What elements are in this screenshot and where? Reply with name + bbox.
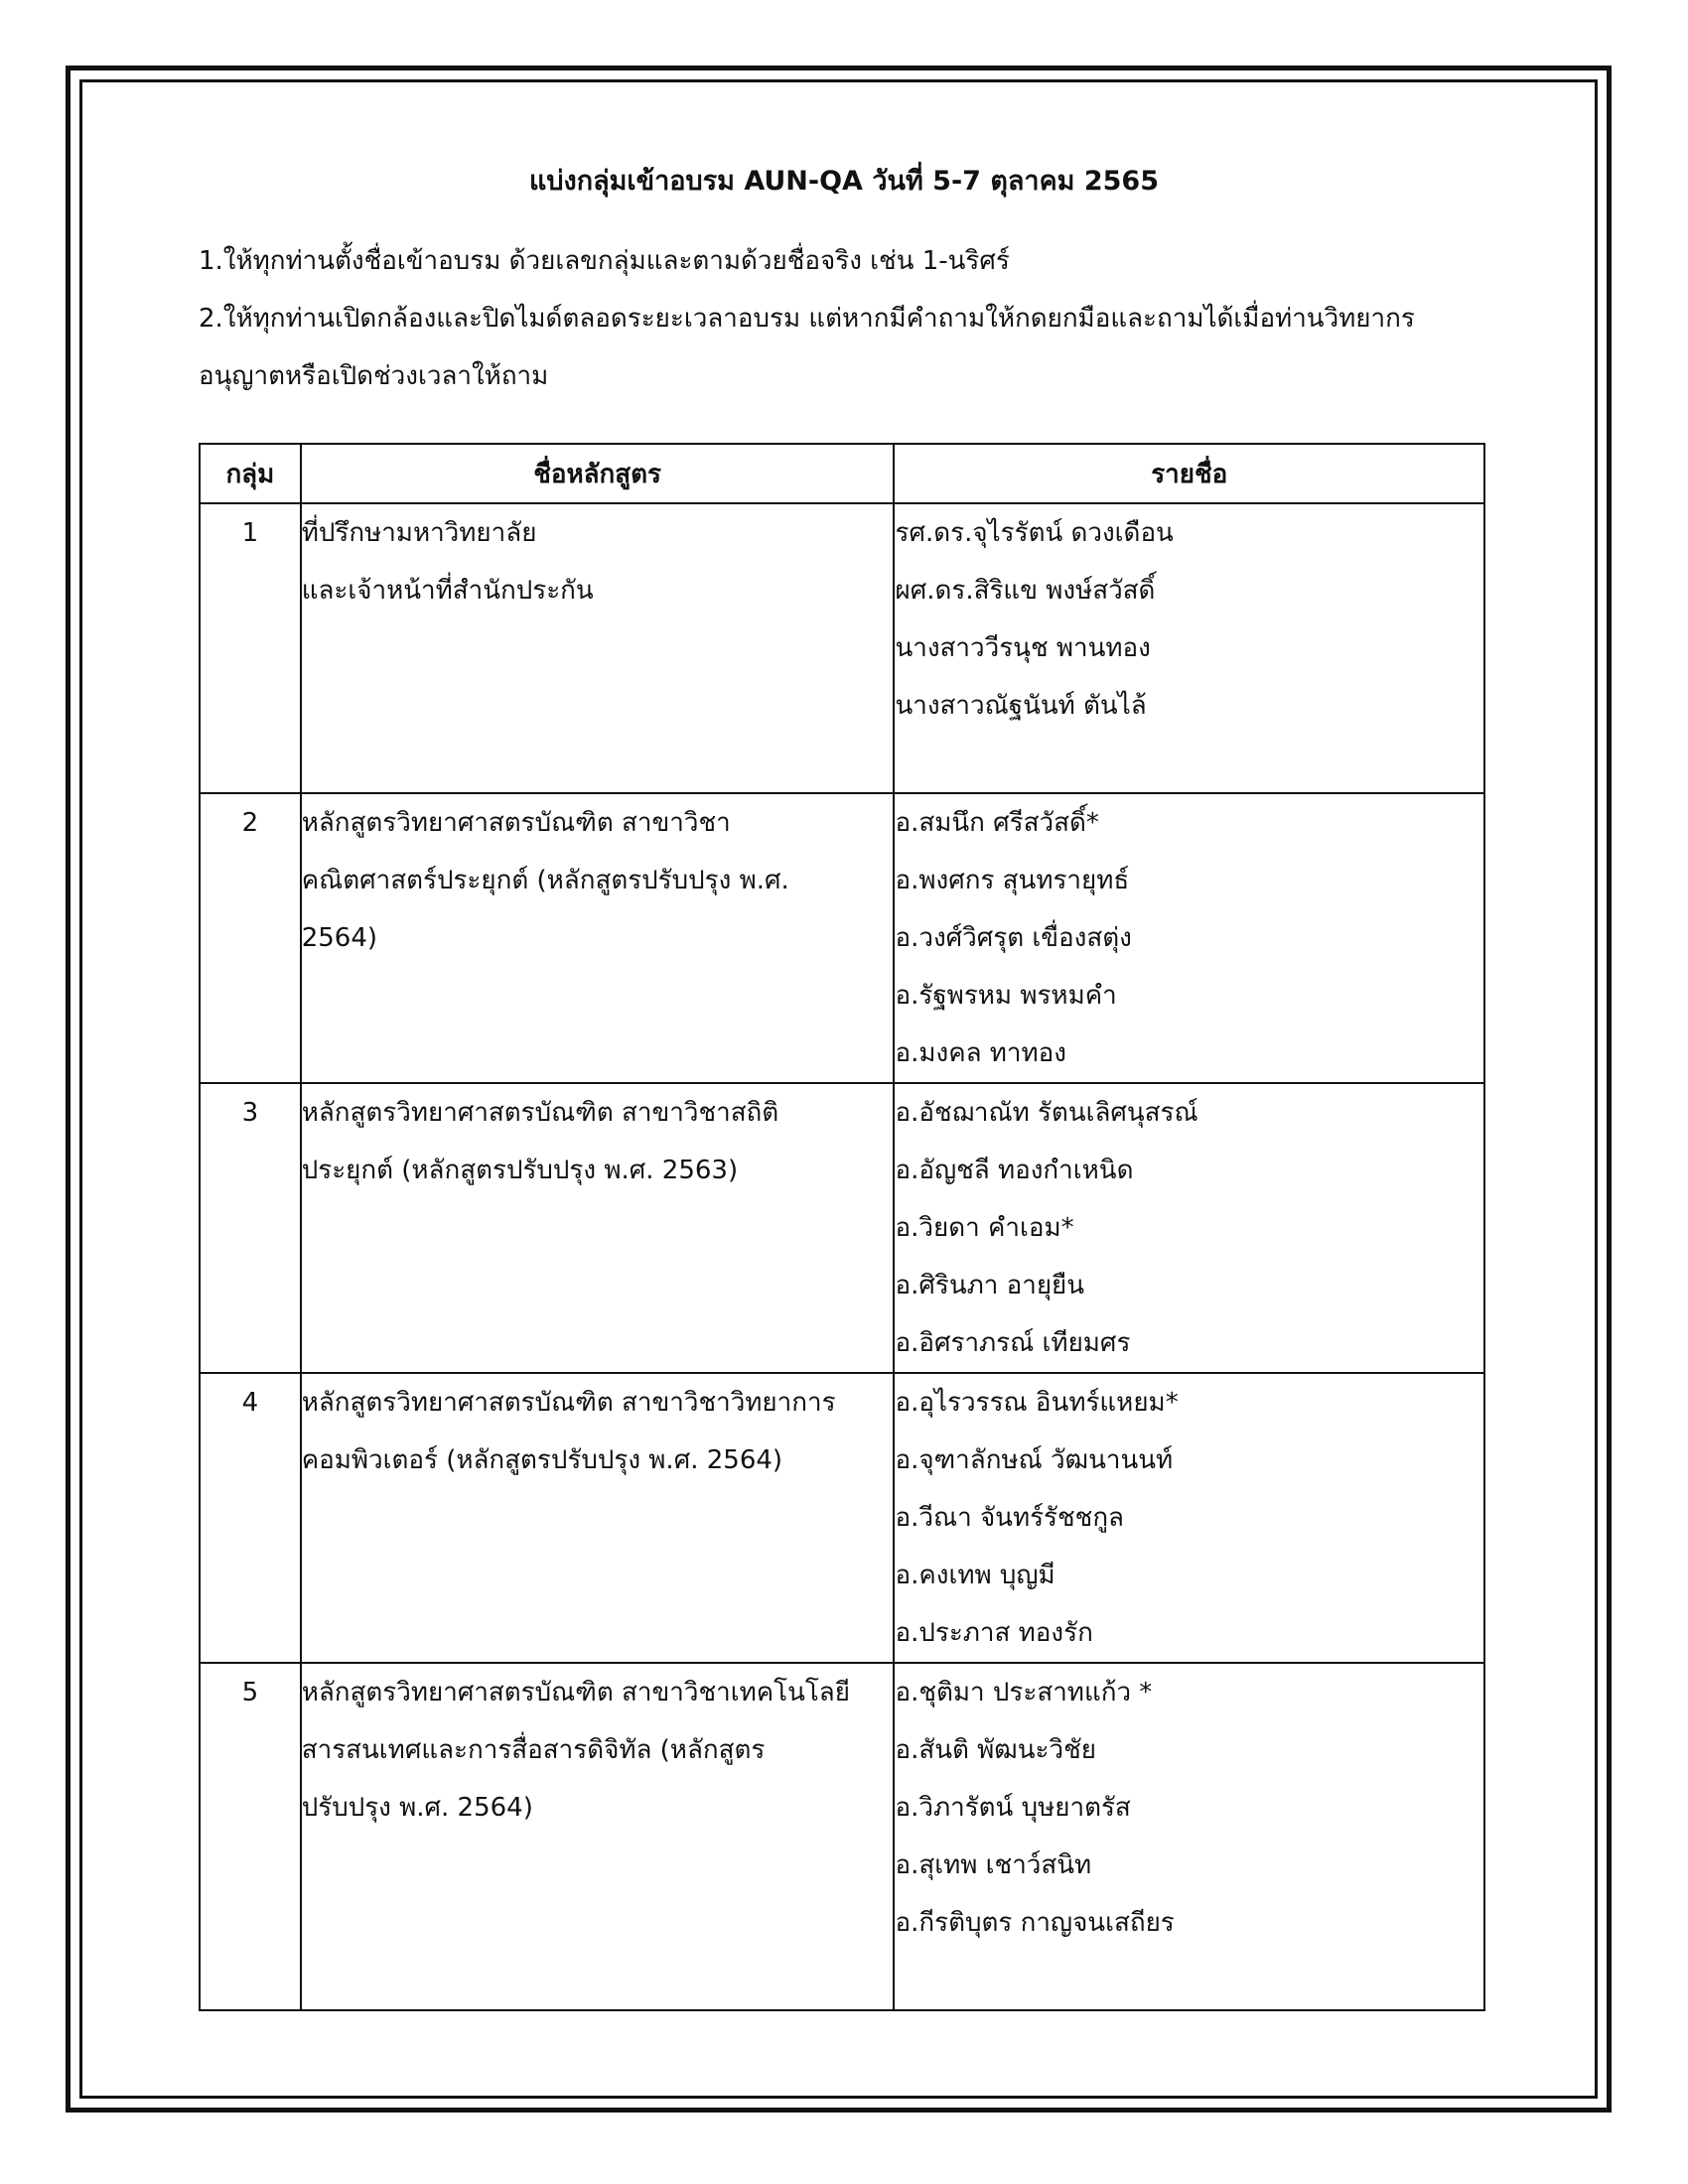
member-name: นางสาววีรนุช พานทอง	[895, 633, 1151, 663]
member-list	[894, 793, 1484, 1083]
program-name	[301, 1373, 895, 1663]
instruction-2-continued: อนุญาตหรือเปิดช่วงเวลาให้ถาม	[199, 361, 549, 391]
program-name-line: และเจ้าหน้าที่สำนักประกัน	[301, 576, 594, 606]
member-name: อ.พงศกร สุนทรายุทธ์	[895, 866, 1130, 895]
member-name: อ.รัฐพรหม พรหมคำ	[895, 981, 1117, 1011]
table-row	[200, 503, 1484, 793]
program-name-line: คณิตศาสตร์ประยุกต์ (หลักสูตรปรับปรุง พ.ศ.	[301, 866, 789, 895]
program-name	[301, 1083, 895, 1373]
member-name: อ.วิยดา คำเอม*	[895, 1213, 1074, 1243]
group-number-text: 2	[241, 808, 259, 838]
member-list	[894, 1083, 1484, 1373]
program-name-line: หลักสูตรวิทยาศาสตรบัณฑิต สาขาวิชาสถิติ	[301, 1098, 779, 1128]
member-name: อ.สมนึก ศรีสวัสดิ์*	[895, 808, 1099, 838]
header-names: รายชื่อ	[894, 444, 1484, 503]
group-number	[200, 793, 301, 1083]
member-list	[894, 1663, 1484, 2010]
table-row	[200, 1663, 1484, 2010]
member-name: อ.กีรติบุตร กาญจนเสถียร	[895, 1908, 1175, 1938]
member-name: อ.วิภารัตน์ บุษยาตรัส	[895, 1793, 1131, 1823]
member-name: อ.วีณา จันทร์รัชชกูล	[895, 1503, 1124, 1533]
member-name: อ.จุฑาลักษณ์ วัฒนานนท์	[895, 1445, 1174, 1475]
header-program: ชื่อหลักสูตร	[301, 444, 895, 503]
member-name: อ.ศิรินภา อายุยืน	[895, 1271, 1085, 1300]
member-name: รศ.ดร.จุไรรัตน์ ดวงเดือน	[895, 518, 1174, 548]
member-name: ผศ.ดร.สิริแข พงษ์สวัสดิ์	[895, 576, 1156, 606]
member-name: อ.ประภาส ทองรัก	[895, 1618, 1093, 1648]
group-table	[199, 443, 1485, 2011]
member-name: อ.อัชฌาณัท รัตนเลิศนุสรณ์	[895, 1098, 1198, 1128]
group-number-text: 1	[241, 518, 259, 548]
member-name: อ.คงเทพ บุญมี	[895, 1561, 1055, 1590]
program-name-line: หลักสูตรวิทยาศาสตรบัณฑิต สาขาวิชาวิทยาการ	[301, 1388, 836, 1418]
group-number-text: 4	[241, 1388, 259, 1418]
member-list	[894, 1373, 1484, 1663]
table-row	[200, 1083, 1484, 1373]
table-row	[200, 793, 1484, 1083]
member-name: นางสาวณัฐนันท์ ตันไล้	[895, 691, 1147, 721]
group-number	[200, 1373, 301, 1663]
document-title: แบ่งกลุ่มเข้าอบรม AUN-QA วันที่ 5-7 ตุลาคม 2565	[529, 166, 1159, 197]
program-name-line: ประยุกต์ (หลักสูตรปรับปรุง พ.ศ. 2563)	[301, 1156, 739, 1185]
member-name: อ.วงศ์วิศรุต เขื่องสตุ่ง	[895, 923, 1132, 953]
member-list	[894, 503, 1484, 793]
member-name: อ.มงคล ทาทอง	[895, 1038, 1066, 1068]
program-name-line: หลักสูตรวิทยาศาสตรบัณฑิต สาขาวิชา	[301, 808, 731, 838]
group-number	[200, 503, 301, 793]
program-name-line: 2564)	[301, 923, 378, 953]
member-name: อ.อัญชลี ทองกำเหนิด	[895, 1156, 1134, 1185]
member-name: อ.สันติ พัฒนะวิชัย	[895, 1735, 1096, 1765]
group-number	[200, 1663, 301, 2010]
program-name-line: ที่ปรึกษามหาวิทยาลัย	[301, 518, 537, 548]
program-name-line: หลักสูตรวิทยาศาสตรบัณฑิต สาขาวิชาเทคโนโลยี	[301, 1678, 850, 1707]
table-body	[200, 503, 1484, 2010]
program-name-line: สารสนเทศและการสื่อสารดิจิทัล (หลักสูตร	[301, 1735, 766, 1765]
program-name-line: ปรับปรุง พ.ศ. 2564)	[301, 1793, 533, 1823]
program-name	[301, 1663, 895, 2010]
group-number-text: 5	[241, 1678, 259, 1707]
member-name: อ.อิศราภรณ์ เทียมศร	[895, 1328, 1131, 1358]
program-name-line: คอมพิวเตอร์ (หลักสูตรปรับปรุง พ.ศ. 2564)	[301, 1445, 783, 1475]
member-name: อ.ชุติมา ประสาทแก้ว *	[895, 1678, 1153, 1707]
table-row	[200, 1373, 1484, 1663]
table-header-row	[200, 444, 1484, 503]
member-name: อ.สุเทพ เชาว์สนิท	[895, 1850, 1092, 1880]
group-number	[200, 1083, 301, 1373]
instruction-2: 2.ให้ทุกท่านเปิดกล้องและปิดไมด์ตลอดระยะเวลาอบรม แต่หากมีคำถามให้กดยกมือและถามได้เมื่อท่านวิทยากร	[199, 304, 1415, 334]
header-group: กลุ่ม	[200, 444, 301, 503]
program-name	[301, 793, 895, 1083]
program-name	[301, 503, 895, 793]
member-name: อ.อุไรวรรณ อินทร์แหยม*	[895, 1388, 1179, 1418]
group-number-text: 3	[241, 1098, 259, 1128]
instruction-1: 1.ให้ทุกท่านตั้งชื่อเข้าอบรม ด้วยเลขกลุ่มและตามด้วยชื่อจริง เช่น 1-นริศร์	[199, 246, 1010, 276]
